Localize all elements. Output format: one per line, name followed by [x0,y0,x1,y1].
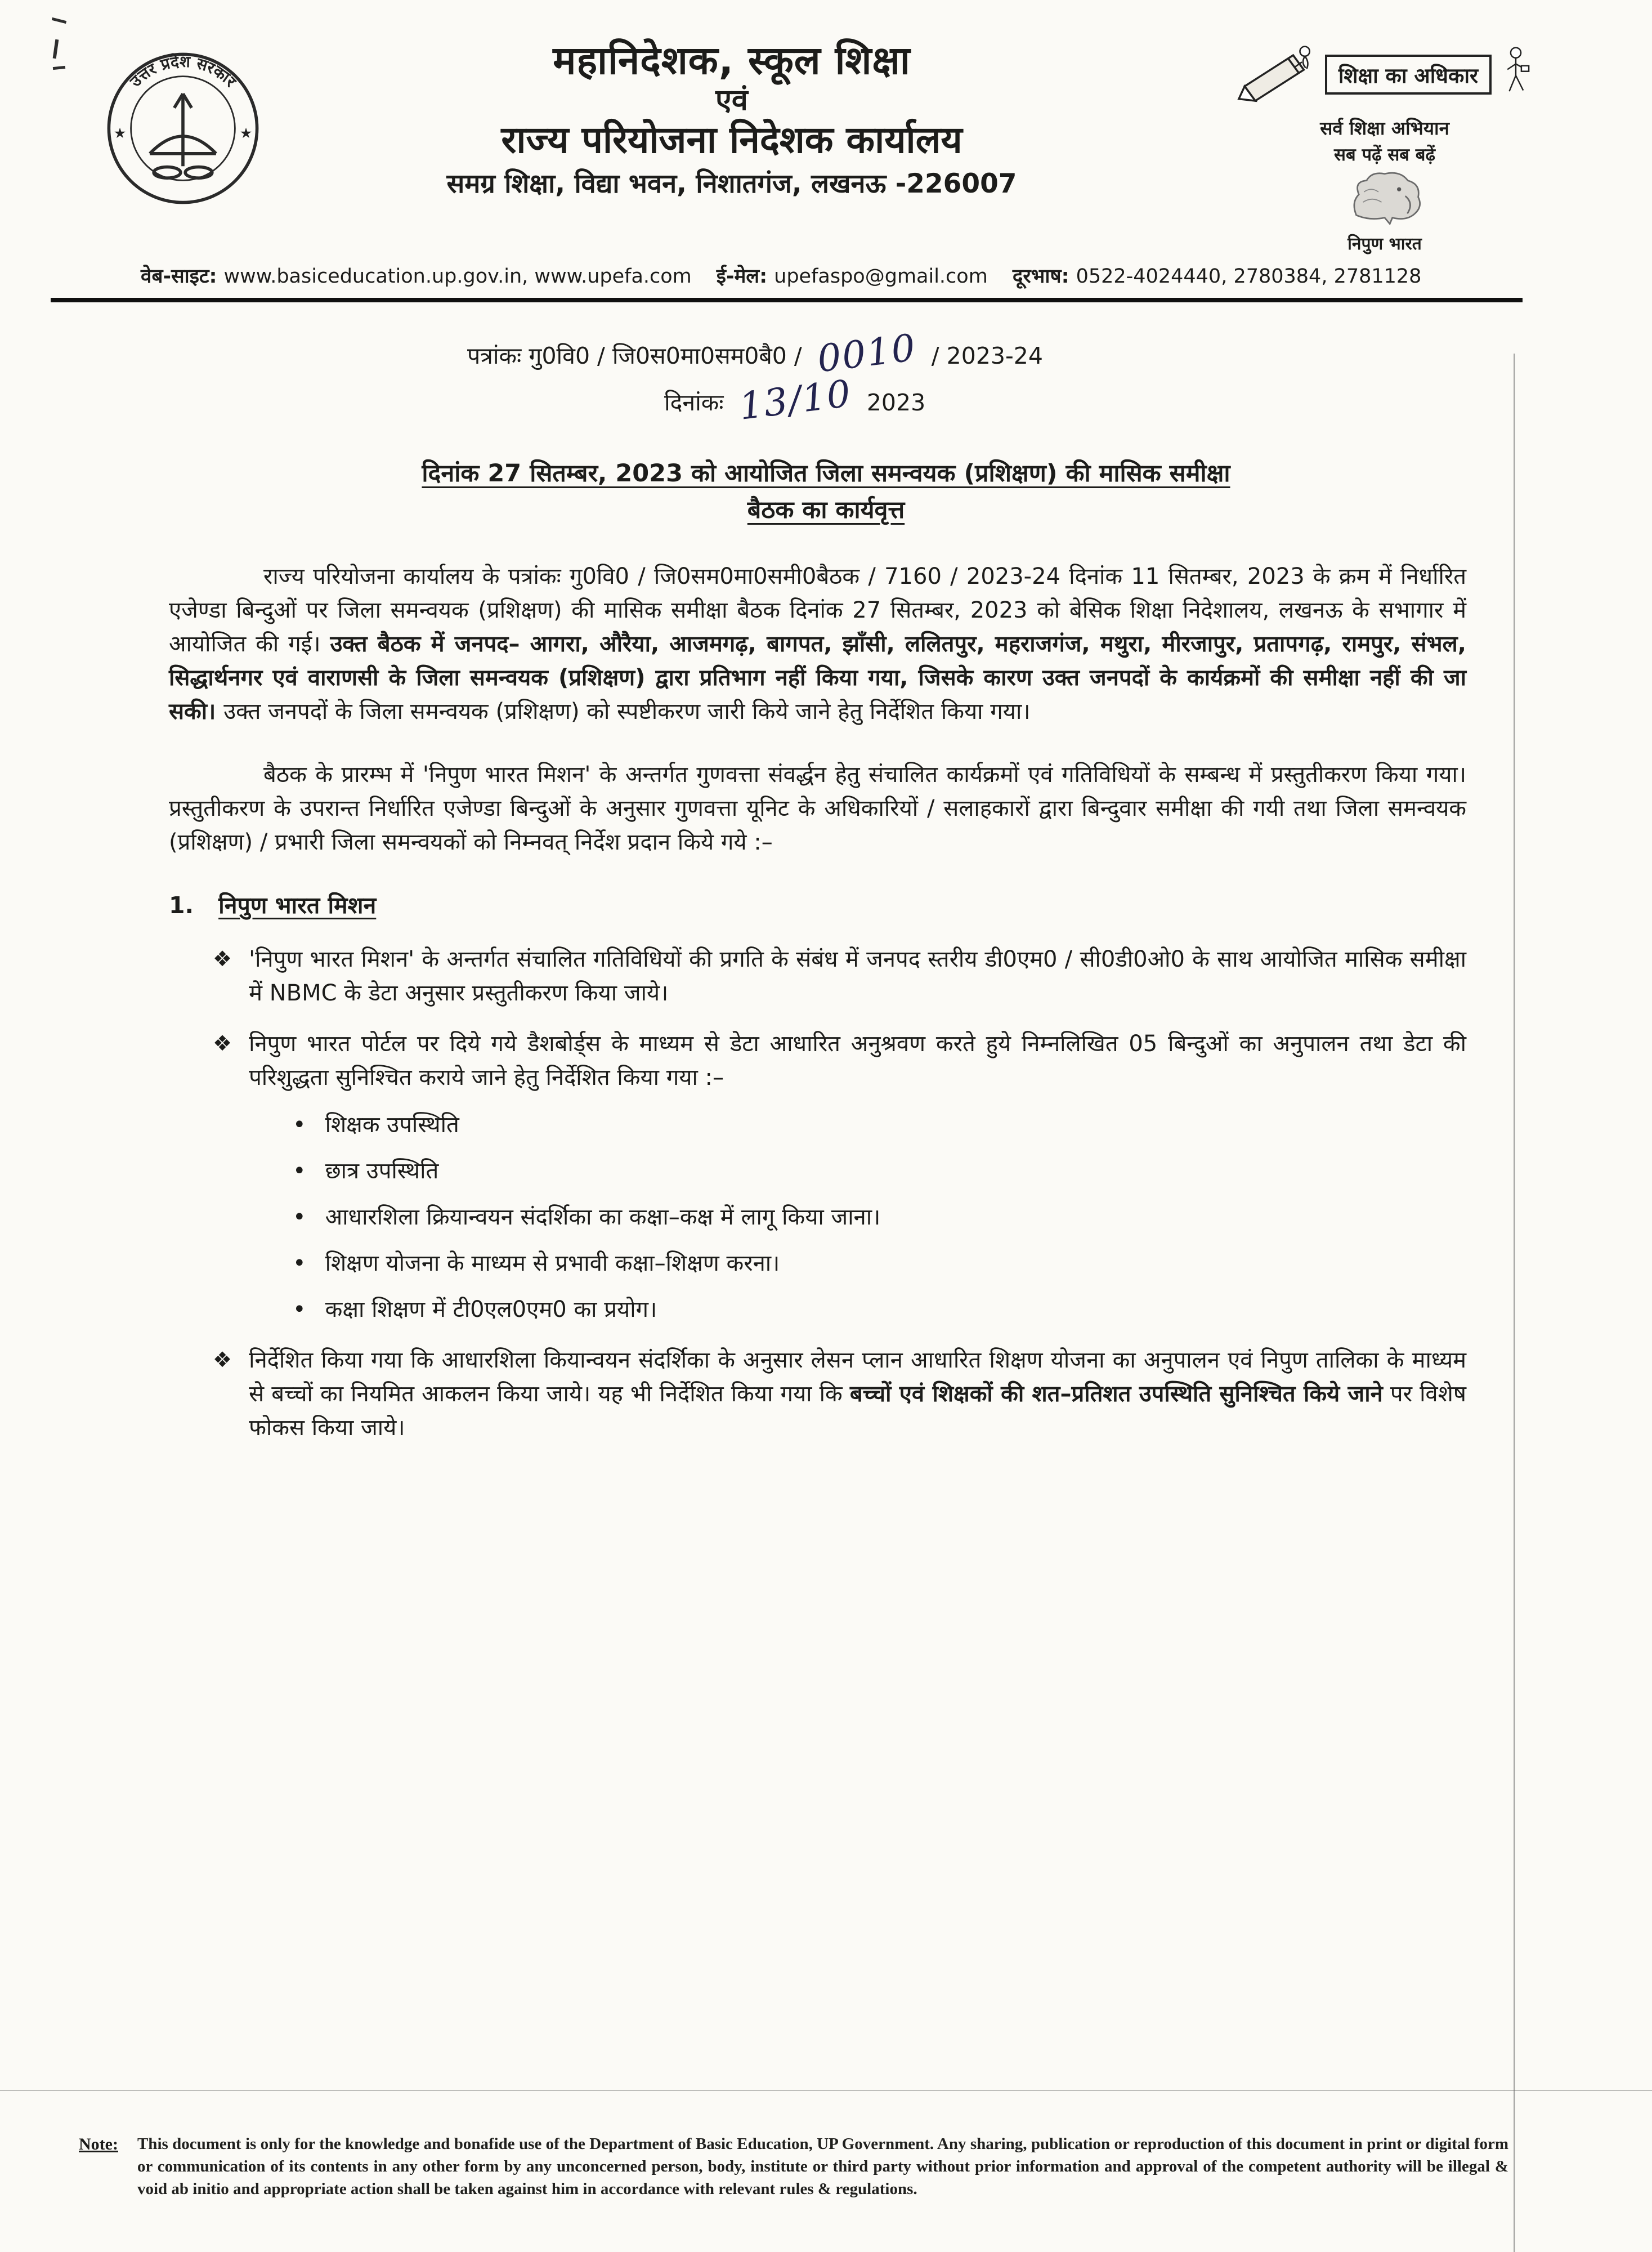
org-name-line-3: राज्य परियोजना निदेशक कार्यालय [501,118,962,162]
document-title-line-2: बैठक का कार्यवृत्त [747,495,905,524]
letter-number-suffix: / 2023-24 [931,342,1043,369]
letter-number-prefix: गु0वि0 / जि0स0मा0सम0बै0 / [529,342,802,369]
email-value: upefaspo@gmail.com [774,265,988,288]
nipun-bharat-label: निपुण भारत [1347,234,1422,254]
phone-label: दूरभाष: [1012,265,1069,288]
email-label: ई-मेल: [716,265,768,288]
sub-bullet-text: शिक्षक उपस्थिति [325,1111,459,1138]
letterhead-org-block [279,39,1185,199]
svg-text:★: ★ [239,124,253,141]
bullet-item-2 [213,1027,1466,1094]
svg-text:★: ★ [113,124,127,141]
bullet-item-3-bold: बच्चों एवं शिक्षकों की शत–प्रतिशत उपस्थिति सुनिश्चित किये जाने [849,1380,1383,1407]
letterhead [0,0,1652,254]
letterhead-rule [51,298,1523,302]
document-title [0,455,1652,528]
handwritten-date: 13/10 [736,372,854,428]
website-label: वेब-साइट: [141,265,217,288]
walking-child-icon [1497,44,1534,105]
dot-bullet-icon: • [293,1111,306,1138]
confidentiality-note [79,2133,1508,2200]
nipun-bharat-elephant-icon [1342,166,1427,230]
sub-bullet-item [293,1246,1466,1280]
pencil-with-child-icon [1235,42,1319,107]
org-name-line-2: एवं [715,83,748,118]
date-line [664,372,1652,428]
handwritten-letter-number: 0010 [814,325,919,381]
sub-bullet-list [293,1108,1466,1326]
diamond-bullet-icon: ❖ [213,1030,232,1056]
org-name-line-1: महानिदेशक, स्कूल शिक्षा [553,38,911,83]
rte-slogan-box: शिक्षा का अधिकार [1325,55,1492,95]
note-text: This document is only for the knowledge and bonafide use of the Department of Basic Education, UP Government. Any sharing, publication or reproduction of this document in print or digital form or communication of its contents in any other form by any unconcerned person, body, institute or third party without prior information and approval of the competent authority will be illegal & void ab initio and appropriate action shall be taken against him in accordance with relevant rules & regulations. [137,2135,1508,2199]
diamond-bullet-icon: ❖ [213,1347,232,1372]
paragraph-1-text: राज्य परियोजना कार्यालय के पत्रांकः गु0वि0 / जि0सम0मा0समी0बैठक / 7160 / 2023-24 दिनांक 11 सितम्बर, 2023 के क्रम में निर्धारित एजेण्डा बिन्दुओं पर जिला समन्वयक (प्रशिक्षण) की मासिक समीक्षा बैठक दिनांक 27 सितम्बर, 2023 को बेसिक शिक्षा निदेशालय, लखनऊ के सभागार में आयोजित की गई। [169,564,1466,657]
paragraph-1-bold: उक्त बैठक में जनपद– आगरा, औरैया, आजमगढ़, बागपत, झाँसी, ललितपुर, महराजगंज, मथुरा, मीरजापुर, प्रतापगढ़, रामपुर, संभल, सिद्धार्थनगर एवं वाराणसी के जिला समन्वयक (प्रशिक्षण) द्वारा प्रतिभाग नहीं किया गया, जिसके कारण उक्त जनपदों के कार्यक्रमों की समीक्षा नहीं की जा सकी। [169,631,1466,725]
paragraph-1-text-2: उक्त जनपदों के जिला समन्वयक (प्रशिक्षण) को स्पष्टीकरण जारी किये जाने हेतु निर्देशित किया गया। [223,699,1031,725]
bullet-item-1-text: 'निपुण भारत मिशन' के अन्तर्गत संचालित गतिविधियों की प्रगति के संबंध में जनपद स्तरीय डी0एम0 / सी0डी0ओ0 के साथ आयोजित मासिक समीक्षा में NBMC के डेटा अनुसार प्रस्तुतीकरण किया जाये। [249,946,1466,1006]
document-title-line-1: दिनांक 27 सितम्बर, 2023 को आयोजित जिला समन्वयक (प्रशिक्षण) की मासिक समीक्षा [422,459,1230,488]
reference-block [467,325,1652,428]
section-1-number: 1. [169,892,194,919]
up-government-seal-icon [104,50,262,209]
bullet-item-3-normal: निर्देशित किया गया कि आधारशिला कियान्वयन संदर्शिका के अनुसार लेसन प्लान आधारित शिक्षण योजना का अनुपालन एवं निपुण तालिका के माध्यम से बच्चों का नियमित आकलन किया जाये। यह भी निर्देशित किया गया कि [249,1347,1466,1407]
bullet-item-3-normal-2: पर विशेष फोकस किया जाये। [249,1380,1466,1441]
sub-bullet-text: आधारशिला क्रियान्वयन संदर्शिका का कक्षा–कक्ष में लागू किया जाना। [325,1204,881,1230]
bullet-item-3 [213,1343,1466,1445]
letter-number-line [467,325,1652,381]
dot-bullet-icon: • [293,1204,306,1230]
phone-value: 0522-4024440, 2780384, 2781128 [1076,265,1422,288]
sub-bullet-item [293,1154,1466,1188]
sub-bullet-text: शिक्षण योजना के माध्यम से प्रभावी कक्षा–शिक्षण करना। [325,1250,780,1276]
paragraph-2: बैठक के प्रारम्भ में 'निपुण भारत मिशन' के अन्तर्गत गुणवत्ता संवर्द्धन हेतु संचालित कार्यक्रमों एवं गतिविधियों के सम्बन्ध में प्रस्तुतीकरण किया गया। प्रस्तुतीकरण के उपरान्त निर्धारित एजेण्डा बिन्दुओं के अनुसार गुणवत्ता यूनिट के अधिकारियों / सलाहकारों द्वारा बिन्दुवार समीक्षा की गयी तथा जिला समन्वयक (प्रशिक्षण) / प्रभारी जिला समन्वयकों को निम्नवत् निर्देश प्रदान किये गये :– [169,762,1466,855]
section-1-heading [169,888,1466,923]
letter-body [169,560,1466,1445]
ssa-slogan: सर्व शिक्षा अभियान [1320,117,1449,139]
bullet-item-3-text [249,1343,1466,1445]
sub-bullet-text: कक्षा शिक्षण में टी0एल0एम0 का प्रयोग। [325,1296,657,1322]
footer-divider-line [0,2090,1652,2091]
org-address-line: समग्र शिक्षा, विद्या भवन, निशातगंज, लखनऊ -226007 [446,168,1017,200]
date-year: 2023 [866,389,926,416]
diamond-bullet-icon: ❖ [213,946,232,971]
website-value: www.basiceducation.up.gov.in, www.upefa.com [223,265,692,288]
rte-logo-block [1202,39,1568,254]
sub-bullet-item [293,1293,1466,1326]
sub-bullet-item [293,1200,1466,1234]
note-label: Note: [79,2135,118,2153]
sub-bullet-item [293,1108,1466,1142]
paragraph-1 [169,560,1466,729]
dot-bullet-icon: • [293,1158,306,1184]
dot-bullet-icon: • [293,1250,306,1276]
contact-line [0,254,1652,289]
letter-number-label: पत्रांकः [467,342,522,369]
svg-text:उत्तर प्रदेश सरकार: उत्तर प्रदेश सरकार [126,52,240,91]
ssa-tagline: सब पढ़ें सब बढ़ें [1334,145,1435,165]
bullet-item-2-text: निपुण भारत पोर्टल पर दिये गये डैशबोर्ड्स के माध्यम से डेटा आधारित अनुश्रवण करते हुये निम्नलिखित 05 बिन्दुओं का अनुपालन तथा डेटा की परिशुद्धता सुनिश्चित कराये जाने हेतु निर्देशित किया गया :– [249,1030,1466,1091]
scan-vertical-line [1514,354,1515,2252]
section-1-title: निपुण भारत मिशन [218,892,377,919]
dot-bullet-icon: • [293,1296,306,1322]
bullet-item-1 [213,942,1466,1010]
sub-bullet-text: छात्र उपस्थिति [325,1158,439,1184]
date-label: दिनांकः [664,389,724,416]
